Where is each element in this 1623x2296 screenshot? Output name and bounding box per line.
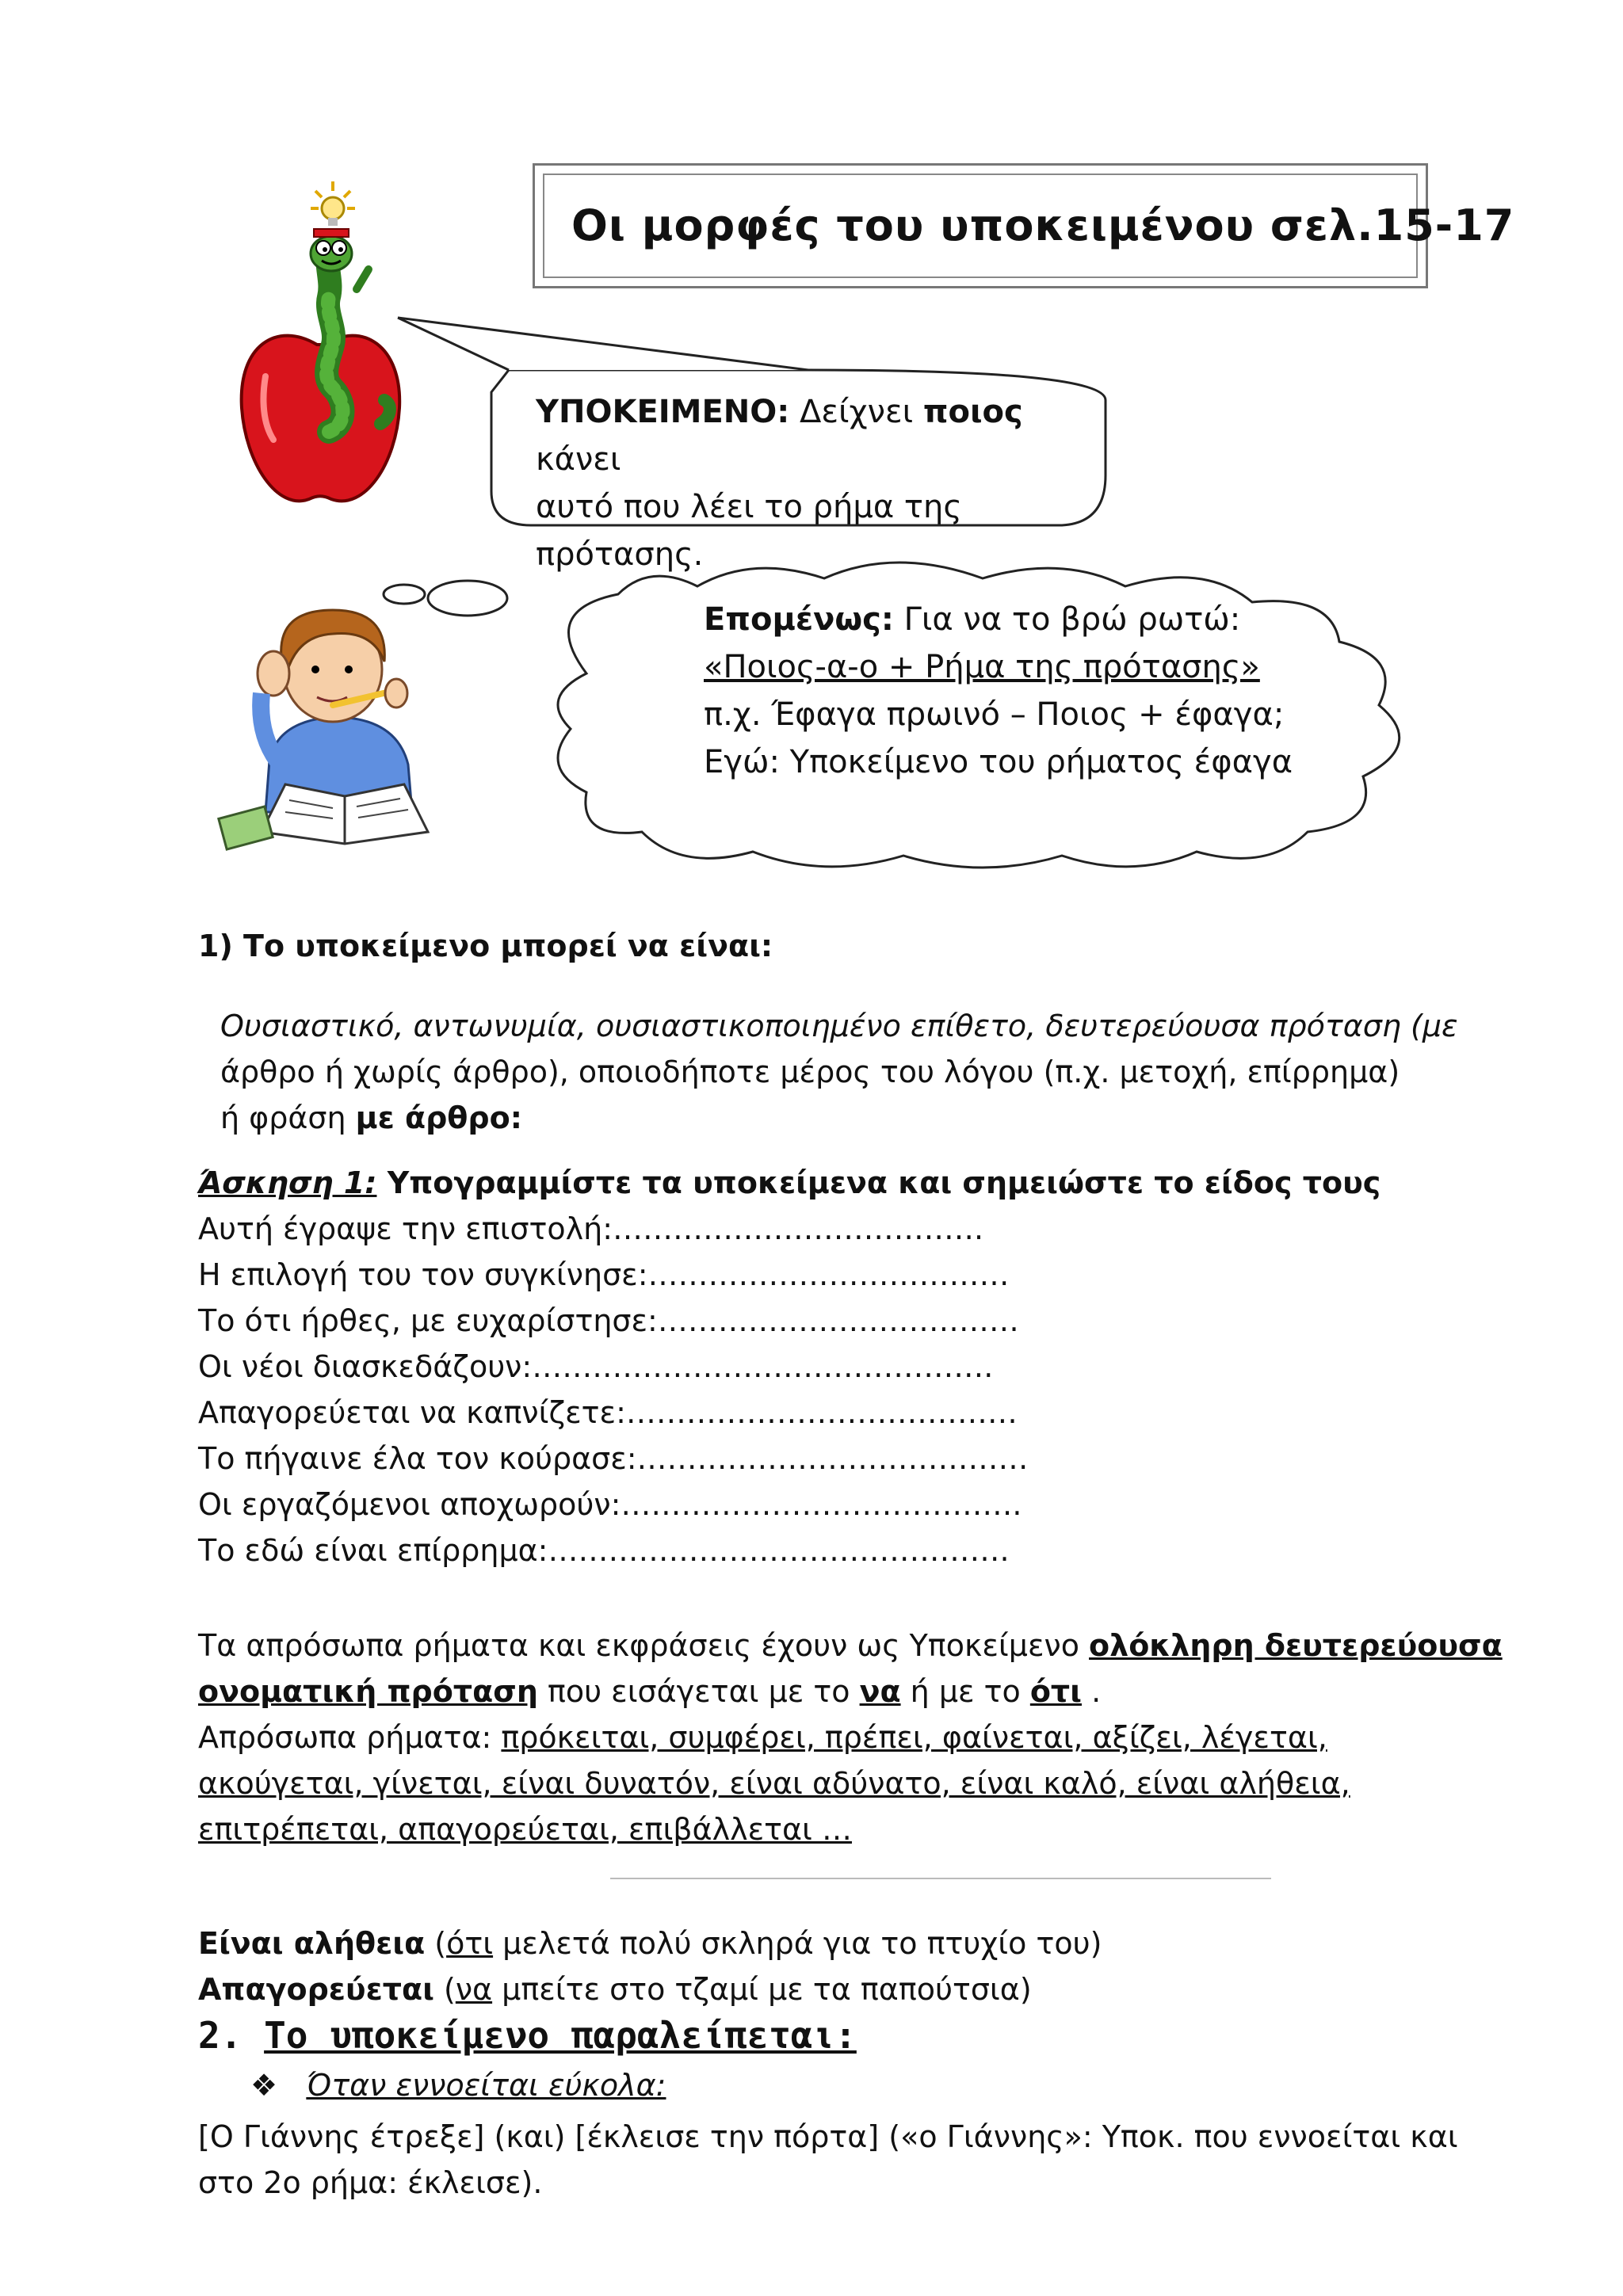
exercise-item: Η επιλογή του τον συγκίνησε:……………………………… (198, 1257, 1010, 1292)
exercise-item: Το πήγαινε έλα τον κούρασε:………………………………… (198, 1441, 1029, 1476)
definition-line-2: κάνει (536, 441, 621, 478)
verbs-line-3: επιτρέπεται, απαγορεύεται, επιβάλλεται … (198, 1812, 852, 1847)
definition-line-4: πρότασης. (536, 536, 704, 573)
examples (198, 1920, 1102, 2012)
section2-example (198, 2114, 1458, 2206)
definition-text: Δείχνει (789, 394, 923, 430)
section1-line-2: άρθρο ή χωρίς άρθρο), οποιοδήποτε μέρος του λόγου (π.χ. μετοχή, επίρρημα) (220, 1055, 1400, 1089)
section1-line-3: ή φράση (220, 1100, 356, 1135)
example-1-open: ( (425, 1926, 447, 1961)
impersonal-end: . (1082, 1674, 1102, 1709)
section2-line-2: στο 2ο ρήμα: έκλεισε). (198, 2165, 543, 2200)
exercise-item: Αυτή έγραψε την επιστολή:………………………………. (198, 1211, 984, 1246)
example-1-bold: Είναι αλήθεια (198, 1926, 426, 1961)
exercise-instruction: Υπογραμμίστε τα υποκείμενα και σημειώστε το είδος τους (376, 1165, 1381, 1200)
definition-term: ΥΠΟΚΕΙΜΕΝΟ: (536, 394, 790, 430)
cloud-line-3: π.χ. Έφαγα πρωινό – Ποιος + έφαγα; (704, 696, 1285, 733)
bullet-icon: ❖ (250, 2068, 278, 2103)
section1-line-3-bold: με άρθρο: (355, 1100, 522, 1135)
impersonal-na: να (859, 1674, 901, 1709)
cloud-label: Επομένως: (704, 601, 894, 638)
impersonal-paragraph (198, 1623, 1503, 1852)
cloud-text (704, 596, 1293, 786)
section2-heading (198, 2014, 857, 2057)
example-2-underlined: να (455, 1972, 493, 2007)
exercise-label: Άσκηση 1: (198, 1165, 377, 1200)
example-1-rest: μελετά πολύ σκληρά για το πτυχίο του) (493, 1926, 1102, 1961)
lightbulb-icon (311, 181, 355, 226)
verbs-line-2: ακούγεται, γίνεται, είναι δυνατόν, είναι αδύνατο, είναι καλό, είναι αλήθεια, (198, 1766, 1350, 1801)
page-title: Οι μορφές του υποκειμένου σελ.15-17 (571, 200, 1515, 250)
section1-heading: 1) Το υποκείμενο μπορεί να είναι: (198, 929, 773, 963)
section2-subpoint (250, 2068, 666, 2103)
divider (610, 1878, 1271, 1879)
exercise-1 (198, 1160, 1381, 1573)
section2-line-1: [Ο Γιάννης έτρεξε] (και) [έκλεισε την πόρτα] («ο Γιάννης»: Υποκ. που εννοείται και (198, 2119, 1458, 2154)
example-2-bold: Απαγορεύεται (198, 1972, 434, 2007)
definition-bold-word: ποιος (922, 394, 1023, 430)
example-2-rest: μπείτε στο τζαμί με τα παπούτσια) (492, 1972, 1032, 2007)
impersonal-or: ή με το (900, 1674, 1030, 1709)
section2-heading-text: Το υποκείμενο παραλείπεται: (264, 2014, 857, 2057)
exercise-item: Απαγορεύεται να καπνίζετε:………………………………… (198, 1395, 1018, 1430)
exercise-item: Το ότι ήρθες, με ευχαρίστησε:……………………………… (198, 1303, 1019, 1338)
impersonal-bold-1: ολόκληρη δευτερεύουσα (1089, 1628, 1503, 1663)
section1-body (220, 1003, 1458, 1141)
impersonal-text-start: Τα απρόσωπα ρήματα και εκφράσεις έχουν ως Υποκείμενο (198, 1628, 1090, 1663)
exercise-item: Οι εργαζόμενοι αποχωρούν:…………………………………. (198, 1487, 1022, 1522)
definition-line-3: αυτό που λέει το ρήμα της (536, 489, 962, 525)
impersonal-oti: ότι (1029, 1674, 1082, 1709)
exercise-item: Το εδώ είναι επίρρημα:………………………………………. (198, 1533, 1010, 1568)
apple-worm-illustration (230, 178, 412, 527)
title-box (533, 163, 1515, 288)
example-1-underlined: ότι (446, 1926, 494, 1961)
cloud-line-2: «Ποιος-α-ο + Ρήμα της πρότασης» (704, 649, 1260, 685)
impersonal-bold-2: ονοματική πρόταση (198, 1674, 538, 1709)
example-2-open: ( (433, 1972, 456, 2007)
cloud-line-1: Για να το βρώ ρωτώ: (893, 601, 1241, 638)
verbs-label: Απρόσωπα ρήματα: (198, 1720, 502, 1755)
verbs-line-1: πρόκειται, συμφέρει, πρέπει, φαίνεται, αξίζει, λέγεται, (501, 1720, 1327, 1755)
exercise-item: Οι νέοι διασκεδάζουν:………………………………………. (198, 1349, 994, 1384)
impersonal-text-mid: που εισάγεται με το (537, 1674, 860, 1709)
section1-line-1: Ουσιαστικό, αντωνυμία, ουσιαστικοποιημένο επίθετο, δευτερεύουσα πρόταση (με (220, 1009, 1458, 1043)
section2-sub: Όταν εννοείται εύκολα: (306, 2068, 666, 2103)
cloud-line-4: Εγώ: Υποκείμενο του ρήματος έφαγα (704, 744, 1293, 780)
section2-number: 2. (198, 2014, 265, 2057)
